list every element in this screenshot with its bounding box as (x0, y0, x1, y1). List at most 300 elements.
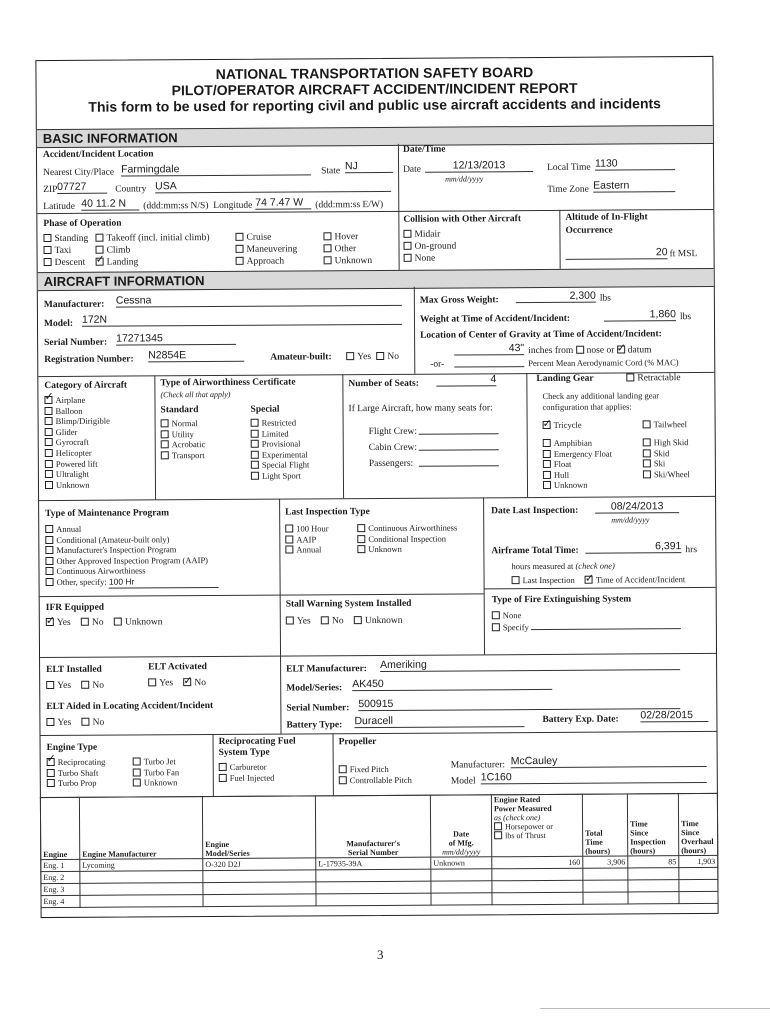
gear-unknown[interactable]: Unknown (543, 480, 612, 491)
max-gross-weight-unit: lbs (599, 293, 611, 304)
checkbox[interactable] (251, 429, 259, 437)
checkbox[interactable] (251, 440, 259, 448)
engine-total-time-cell[interactable]: 3,906 (583, 856, 628, 868)
checkbox[interactable] (235, 233, 243, 241)
checkbox[interactable] (357, 524, 365, 532)
serial-field[interactable]: 17271345 (116, 332, 236, 346)
gear-skid[interactable]: Skid (643, 448, 690, 459)
manufacturer-field[interactable]: Cessna (116, 293, 402, 308)
date-label: Date (403, 164, 422, 175)
elt-aided-title: ELT Aided in Locating Accident/Incident (46, 701, 214, 713)
checkbox[interactable] (643, 460, 651, 468)
engine-total-time-cell[interactable] (583, 880, 628, 892)
model-label: Model: (43, 318, 74, 330)
aircraft-information-band: AIRCRAFT INFORMATION (38, 268, 714, 291)
date-field[interactable]: 12/13/2013 (425, 159, 533, 173)
engine-date-cell[interactable] (431, 893, 492, 905)
cg-nose-checkbox[interactable] (576, 346, 584, 354)
elt-activated-no-checkbox[interactable] (183, 678, 191, 686)
checkbox[interactable] (324, 244, 332, 252)
engine-power-cell[interactable] (492, 892, 583, 905)
engine-serial-cell[interactable]: L-17935-39A (316, 857, 431, 870)
city-label: Nearest City/Place (43, 167, 115, 179)
zip-field[interactable]: 07727 (57, 181, 107, 194)
zip-label: ZIP (43, 184, 58, 196)
checkbox[interactable] (324, 256, 332, 264)
gear-options-left (543, 438, 612, 491)
collision-section-title: Collision with Other Aircraft (403, 214, 522, 225)
amateur-built-label: Amateur-built: (270, 352, 332, 363)
checkbox[interactable] (626, 373, 634, 381)
local-time-field[interactable]: 1130 (595, 157, 675, 170)
propeller-model-label: Model (450, 776, 476, 787)
weight-at-accident-field[interactable]: 1,860 (604, 308, 676, 321)
cg-datum-checkbox[interactable] (617, 345, 625, 353)
engine-model-cell[interactable] (203, 882, 316, 895)
checkbox[interactable] (45, 460, 53, 468)
location-section-title: Accident/Incident Location (42, 149, 154, 161)
checkbox[interactable] (236, 245, 244, 253)
datetime-section-title: Date/Time (402, 144, 446, 155)
last-inspection-type-title: Last Inspection Type (285, 507, 370, 518)
propeller-model-field[interactable]: 1C160 (481, 770, 707, 784)
phase-col-1 (43, 233, 88, 269)
special-restricted[interactable]: Restricted (251, 417, 310, 428)
fuel-options (219, 762, 275, 784)
checkbox[interactable] (236, 257, 244, 265)
longitude-field[interactable]: 74 7.47 W (255, 196, 311, 209)
checkbox[interactable] (251, 461, 259, 469)
maintenance-title: Type of Maintenance Program (45, 508, 170, 520)
checkbox[interactable] (403, 230, 411, 238)
elt-aided-no-checkbox[interactable] (82, 718, 90, 726)
scan-edge-line (540, 1008, 770, 1009)
large-aircraft-label: If Large Aircraft, how many seats for: (348, 403, 493, 415)
inspection-continuous[interactable]: Continuous Airworthiness (357, 523, 457, 534)
engine-manufacturer-cell[interactable] (80, 883, 203, 896)
checkbox[interactable] (46, 578, 54, 586)
engine-serial-cell[interactable] (316, 869, 431, 882)
engine-turbo-fan[interactable]: Turbo Fan (133, 767, 179, 778)
cabin-crew-field[interactable] (419, 440, 499, 450)
elt-serial-field[interactable]: 500915 (358, 696, 680, 711)
engine-since-inspection-cell[interactable] (628, 880, 679, 892)
fire-specify-field[interactable] (531, 620, 681, 630)
category-balloon[interactable]: Balloon (44, 405, 109, 416)
standard-utility[interactable]: Utility (161, 429, 206, 440)
phase-standing[interactable]: Standing (43, 233, 88, 245)
checkbox[interactable] (45, 428, 53, 436)
date-last-inspection-field[interactable]: 08/24/2013 (595, 500, 679, 514)
engine-since-overhaul-cell[interactable]: 1,903 (679, 855, 718, 867)
gear-float[interactable]: Float (543, 459, 612, 470)
standard-transport[interactable]: Transport (161, 450, 206, 461)
time-of-accident-checkbox[interactable] (585, 576, 593, 584)
battery-type-label: Battery Type: (286, 720, 343, 731)
seats-label: Number of Seats: (348, 378, 419, 390)
checkbox[interactable] (161, 451, 169, 459)
col-serial-header: Manufacturer's Serial Number (315, 795, 430, 858)
propeller-options (339, 764, 412, 786)
engine-unknown[interactable]: Unknown (133, 777, 179, 788)
checkbox[interactable] (285, 525, 293, 533)
amateur-yes-checkbox[interactable] (346, 352, 354, 360)
inspection-aaip[interactable]: AAIP (285, 534, 328, 545)
elt-model-field[interactable]: AK450 (352, 677, 552, 691)
phase-cruise[interactable]: Cruise (235, 231, 297, 243)
special-provisional[interactable]: Provisional (251, 439, 310, 450)
gear-emergency-float[interactable]: Emergency Float (543, 448, 612, 459)
engine-table (40, 793, 719, 908)
amateur-no-checkbox[interactable] (376, 352, 384, 360)
engine-power-cell[interactable] (492, 868, 583, 881)
gear-amphibian[interactable]: Amphibian (543, 438, 612, 449)
engine-manufacturer-cell[interactable] (80, 895, 203, 908)
checkbox[interactable] (543, 481, 551, 489)
checkbox[interactable] (45, 470, 53, 478)
special-experimental[interactable]: Experimental (251, 449, 310, 460)
gear-options-right (643, 437, 690, 480)
checkbox[interactable] (357, 535, 365, 543)
engine-manufacturer-cell[interactable]: Lycoming (80, 859, 203, 872)
form-agency-title: NATIONAL TRANSPORTATION SAFETY BOARD (215, 64, 534, 82)
ifr-yes-checkbox[interactable] (46, 618, 54, 626)
checkbox[interactable] (133, 757, 141, 765)
checkbox[interactable] (161, 430, 169, 438)
checkbox[interactable] (161, 440, 169, 448)
engine-since-inspection-cell[interactable] (628, 892, 679, 904)
checkbox[interactable] (45, 546, 53, 554)
engine-type-col-2 (133, 756, 180, 788)
phase-section-title: Phase of Operation (43, 218, 122, 230)
cg-field[interactable]: 43" (454, 342, 524, 355)
maintenance-continuous[interactable]: Continuous Airworthiness (45, 565, 218, 577)
checkbox[interactable] (44, 246, 52, 254)
date-last-inspection-format: mm/dd/yyyy (611, 515, 650, 525)
inspection-annual[interactable]: Annual (285, 544, 328, 555)
model-field[interactable]: 172N (82, 312, 402, 327)
gear-ski[interactable]: Ski (643, 458, 690, 469)
propeller-fixed-pitch[interactable]: Fixed Pitch (339, 764, 412, 775)
engine-serial-cell[interactable] (316, 893, 431, 906)
ifr-no-checkbox[interactable] (81, 618, 89, 626)
hours-measured-label: hours measured at (check one) (511, 560, 615, 572)
fuel-system-title: Reciprocating Fuel (218, 736, 296, 747)
maintenance-conditional[interactable]: Conditional (Amateur-built only) (45, 534, 218, 546)
gear-tricycle[interactable]: ✓Tricycle (543, 420, 582, 430)
elt-manufacturer-field[interactable]: Ameriking (380, 657, 680, 672)
col-date-header: Date of Mfg. mm/dd/yyyy (430, 795, 491, 857)
max-gross-weight-field[interactable]: 2,300 (516, 290, 596, 303)
checkbox[interactable] (44, 258, 52, 266)
form-subtitle: This form to be used for reporting civil and public use aircraft accidents and incidents (88, 95, 661, 115)
checkbox[interactable] (404, 242, 412, 250)
engine-since-inspection-cell[interactable] (628, 868, 679, 880)
engine-date-cell[interactable]: Unknown (431, 857, 492, 869)
engine-model-cell[interactable] (203, 894, 316, 907)
elt-installed-no-checkbox[interactable] (81, 681, 89, 689)
collision-midair[interactable]: Midair (403, 229, 456, 241)
checkbox[interactable] (643, 449, 651, 457)
altitude-title-2: Occurrence (565, 225, 613, 236)
battery-type-field[interactable]: Duracell (354, 714, 524, 728)
stall-no-checkbox[interactable] (321, 616, 329, 624)
fire-none[interactable]: None (492, 609, 681, 621)
date-format: mm/dd/yyyy (445, 174, 484, 184)
checkbox[interactable] (45, 481, 53, 489)
gear-note-2: configuration that applies: (542, 401, 632, 412)
checkbox-checked[interactable] (543, 421, 551, 429)
engine-reciprocating[interactable]: ✓Reciprocating (47, 757, 106, 768)
stall-yes-checkbox[interactable] (286, 617, 294, 625)
form-title: PILOT/OPERATOR AIRCRAFT ACCIDENT/INCIDENT REPORT (171, 79, 578, 99)
collision-options (403, 229, 456, 265)
gear-high-skid[interactable]: High Skid (643, 437, 690, 448)
engine-id-cell: Eng. 2 (41, 871, 80, 883)
checkbox[interactable] (357, 545, 365, 553)
category-glider[interactable]: Glider (45, 426, 110, 437)
thrust-checkbox[interactable] (494, 831, 502, 839)
gear-ski-wheel[interactable]: Ski/Wheel (643, 469, 690, 480)
city-field[interactable]: Farmingdale (121, 162, 311, 176)
elt-aided-yes-checkbox[interactable] (46, 718, 54, 726)
cg-options: inches from nose or ✓ datum (528, 345, 651, 356)
ifr-unknown-checkbox[interactable] (114, 618, 122, 626)
phase-col-2 (95, 232, 209, 269)
elt-installed-title: ELT Installed (46, 664, 102, 676)
special-light-sport[interactable]: Light Sport (251, 470, 310, 481)
checkbox[interactable] (643, 470, 651, 478)
checkbox[interactable] (251, 451, 259, 459)
checkbox[interactable] (45, 449, 53, 457)
checkbox[interactable] (543, 450, 551, 458)
col-since-inspection-header: Time Since Inspection (hours) (627, 794, 678, 856)
altitude-field[interactable]: 20 (566, 246, 668, 260)
fire-specify[interactable]: Specify (492, 620, 681, 633)
engine-model-cell[interactable]: O-320 D2J (203, 858, 316, 871)
col-power-header: Engine Rated Power Measured as (check one) Horsepower or lbs of Thrust (491, 794, 582, 857)
checkbox[interactable] (45, 536, 53, 544)
checkbox[interactable] (492, 623, 500, 631)
airframe-hrs-unit: hrs (685, 545, 698, 556)
passengers-field[interactable] (419, 456, 499, 466)
phase-descent[interactable]: Descent (44, 257, 89, 269)
retractable-option[interactable]: Retractable (626, 373, 680, 383)
engine-manufacturer-cell[interactable] (80, 871, 203, 884)
longitude-label: Longitude (213, 200, 253, 211)
latitude-format: (ddd:mm:ss N/S) (143, 201, 209, 212)
checkbox[interactable] (543, 471, 551, 479)
engine-power-cell[interactable]: 160 (492, 856, 583, 869)
last-inspection-checkbox[interactable] (512, 576, 520, 584)
phase-takeoff[interactable]: Takeoff (incl. initial climb) (95, 232, 209, 245)
standard-normal[interactable]: Normal (161, 418, 206, 429)
inspection-conditional[interactable]: Conditional Inspection (357, 533, 457, 544)
phase-climb[interactable]: Climb (96, 244, 210, 257)
time-zone-field[interactable]: Eastern (593, 179, 675, 193)
checkbox[interactable] (45, 557, 53, 565)
last-inspection-col-2 (357, 523, 457, 555)
engine-since-overhaul-cell[interactable] (679, 879, 718, 891)
maintenance-other-field[interactable]: 100 Hr (109, 576, 219, 588)
checkbox[interactable] (285, 535, 293, 543)
checkbox[interactable] (251, 419, 259, 427)
engine-id-cell: Eng. 4 (41, 895, 80, 907)
engine-turbo-shaft[interactable]: Turbo Shaft (47, 767, 106, 778)
checkbox[interactable] (45, 525, 53, 533)
airframe-total-time-field[interactable]: 6,391 (585, 540, 681, 554)
engine-id-cell: Eng. 3 (41, 883, 80, 895)
inspection-unknown[interactable]: Unknown (357, 544, 457, 555)
checkbox[interactable] (161, 419, 169, 427)
country-field[interactable]: USA (155, 179, 391, 193)
country-label: Country (115, 184, 147, 195)
category-options (44, 395, 110, 491)
propeller-title: Propeller (338, 737, 377, 748)
ifr-options: ✓Yes No Unknown (46, 617, 163, 628)
category-unknown[interactable]: Unknown (45, 479, 110, 490)
category-ultralight[interactable]: Ultralight (45, 469, 110, 480)
category-gyrocraft[interactable]: Gyrocraft (45, 437, 110, 448)
phase-other[interactable]: Other (324, 243, 373, 255)
elt-serial-label: Serial Number: (286, 703, 350, 714)
checkbox[interactable] (47, 779, 55, 787)
stall-warning-title: Stall Warning System Installed (285, 598, 412, 610)
maintenance-aaip[interactable]: Other Approved Inspection Program (AAIP) (45, 555, 218, 567)
airframe-total-time-label: Airframe Total Time: (491, 545, 579, 557)
category-powered-lift[interactable]: Powered lift (45, 458, 110, 469)
registration-field[interactable]: N2854E (148, 349, 244, 363)
fuel-injected[interactable]: Fuel Injected (219, 772, 275, 783)
checkbox[interactable] (251, 472, 259, 480)
checkbox[interactable] (95, 234, 103, 242)
stall-unknown-checkbox[interactable] (354, 616, 362, 624)
checkbox[interactable] (133, 768, 141, 776)
engine-total-time-cell[interactable] (583, 892, 628, 904)
gear-hull[interactable]: Hull (543, 469, 612, 480)
basic-information-band: BASIC INFORMATION (37, 125, 713, 148)
flight-crew-label: Flight Crew: (368, 426, 417, 438)
category-airplane[interactable]: ✓Airplane (44, 395, 109, 406)
checkbox-checked[interactable] (47, 758, 55, 766)
report-form (35, 56, 718, 918)
engine-turbo-jet[interactable]: Turbo Jet (133, 756, 179, 767)
engine-model-cell[interactable] (203, 870, 316, 883)
phase-maneuvering[interactable]: Maneuvering (236, 243, 298, 255)
checkbox[interactable] (404, 254, 412, 262)
airworthiness-note: (Check all that apply) (160, 389, 231, 400)
checkbox[interactable] (219, 774, 227, 782)
latitude-field[interactable]: 40 11.2 N (81, 197, 139, 210)
fuel-carburetor[interactable]: Carburetor (219, 762, 275, 773)
fire-options (492, 609, 681, 633)
checkbox[interactable] (43, 234, 51, 242)
passengers-label: Passengers: (368, 458, 414, 470)
seats-field[interactable]: 4 (436, 373, 496, 386)
checkbox[interactable] (339, 765, 347, 773)
elt-manufacturer-label: ELT Manufacturer: (286, 664, 367, 675)
engine-type-title: Engine Type (46, 742, 98, 754)
checkbox-checked[interactable] (44, 396, 52, 404)
checkbox-checked[interactable] (96, 258, 104, 266)
phase-col-3 (235, 231, 297, 267)
checkbox[interactable] (643, 438, 651, 446)
elt-activated-yes-checkbox[interactable] (148, 678, 156, 686)
weight-at-accident-label: Weight at Time of Accident/Incident: (419, 313, 571, 325)
battery-exp-field[interactable]: 02/28/2015 (640, 709, 708, 722)
checkbox[interactable] (339, 776, 347, 784)
horsepower-checkbox[interactable] (494, 822, 502, 830)
checkbox[interactable] (543, 460, 551, 468)
checkbox[interactable] (285, 546, 293, 554)
phase-landing[interactable]: ✓Landing (96, 256, 210, 269)
standard-acrobatic[interactable]: Acrobatic (161, 439, 206, 450)
checkbox[interactable] (45, 438, 53, 446)
engine-serial-cell[interactable] (316, 881, 431, 894)
inspection-100-hour[interactable]: 100 Hour (285, 523, 328, 534)
propeller-manufacturer-field[interactable]: McCauley (511, 754, 707, 768)
checkbox[interactable] (47, 769, 55, 777)
checkbox[interactable] (323, 232, 331, 240)
engine-date-cell[interactable] (431, 869, 492, 881)
collision-none[interactable]: None (404, 253, 457, 265)
stall-warning-options: Yes No Unknown (286, 616, 403, 627)
engine-total-time-cell[interactable] (583, 868, 628, 880)
phase-approach[interactable]: Approach (236, 255, 298, 267)
weight-unit: lbs (679, 312, 692, 323)
fuel-system-title-2: System Type (218, 747, 270, 758)
page-number: 3 (377, 947, 384, 962)
engine-date-cell[interactable] (431, 881, 492, 893)
ifr-equipped-title: IFR Equipped (45, 602, 105, 614)
collision-on-ground[interactable]: On-ground (403, 241, 456, 253)
cg-mac-field[interactable] (454, 356, 524, 367)
checkbox[interactable] (219, 763, 227, 771)
engine-table-header (40, 793, 717, 859)
phase-hover[interactable]: Hover (323, 231, 372, 243)
special-limited[interactable]: Limited (251, 428, 310, 439)
checkbox[interactable] (45, 417, 53, 425)
category-blimp[interactable]: Blimp/Dirigible (45, 416, 110, 427)
elt-installed-yes-checkbox[interactable] (46, 681, 54, 689)
flight-crew-field[interactable] (419, 424, 499, 434)
engine-since-inspection-cell[interactable]: 85 (628, 856, 679, 868)
checkbox[interactable] (643, 420, 651, 428)
phase-unknown[interactable]: Unknown (324, 255, 373, 267)
col-since-overhaul-header: Time Since Overhaul (hours) (678, 793, 717, 855)
checkbox[interactable] (492, 611, 500, 619)
state-field[interactable]: NJ (345, 160, 393, 173)
phase-taxi[interactable]: Taxi (44, 245, 89, 257)
engine-power-cell[interactable] (492, 880, 583, 893)
maintenance-other[interactable]: Other, specify: 100 Hr (46, 576, 219, 589)
checkbox[interactable] (133, 779, 141, 787)
checkbox[interactable] (543, 439, 551, 447)
category-helicopter[interactable]: Helicopter (45, 448, 110, 459)
special-flight[interactable]: Special Flight (251, 460, 310, 471)
engine-since-overhaul-cell[interactable] (679, 891, 718, 903)
maintenance-annual[interactable]: Annual (45, 523, 218, 535)
elt-model-label: Model/Series: (286, 683, 343, 694)
engine-since-overhaul-cell[interactable] (679, 867, 718, 879)
engine-type-col-1 (47, 757, 106, 789)
maintenance-manufacturer[interactable]: Manufacturer's Inspection Program (45, 544, 218, 556)
propeller-controllable-pitch[interactable]: Controllable Pitch (339, 774, 412, 785)
gear-tailwheel[interactable]: Tailwheel (643, 419, 687, 429)
engine-turbo-prop[interactable]: Turbo Prop (47, 778, 106, 789)
checkbox[interactable] (45, 567, 53, 575)
checkbox[interactable] (45, 407, 53, 415)
